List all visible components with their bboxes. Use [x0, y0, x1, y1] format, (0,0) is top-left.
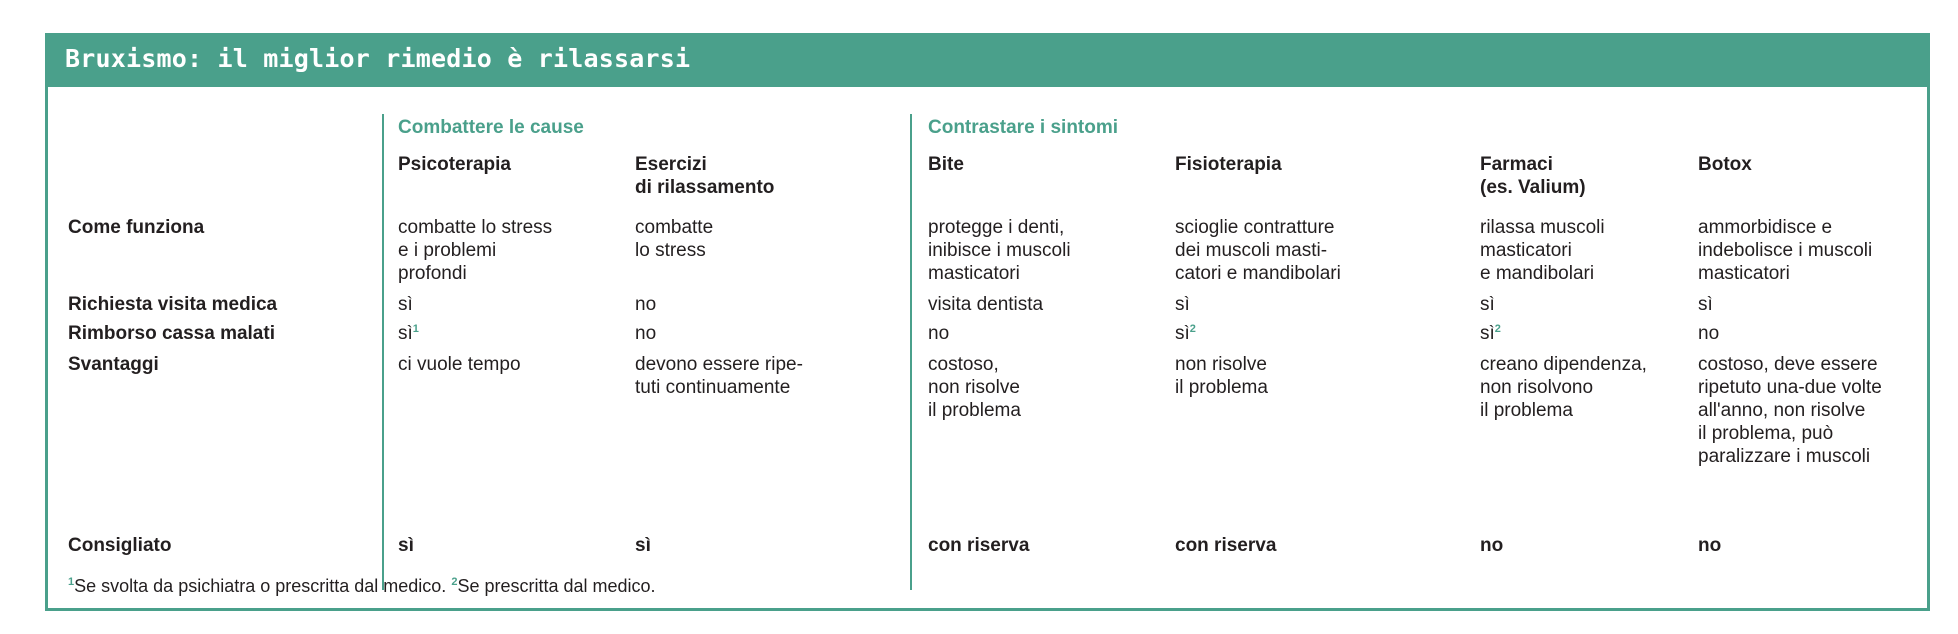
row-label-rimborso: Rimborso cassa malati [68, 323, 275, 344]
cell-richiesta-fisioterapia: sì [1175, 294, 1190, 315]
footnote-marker: 2 [1494, 323, 1501, 335]
cell-svantaggi-botox: costoso, deve essere ripetuto una-due volte all'anno, non risolve il problema, può paralizzare i muscoli [1698, 354, 1882, 467]
cell-come-funziona-psicoterapia: combatte lo stress e i problemi profondi [398, 217, 553, 284]
cell-consigliato-botox: no [1698, 535, 1722, 556]
title-bar [48, 36, 1927, 87]
footnote-marker: 1 [412, 323, 419, 335]
cell-come-funziona-bite: protegge i denti, inibisce i muscoli masticatori [928, 217, 1071, 284]
cell-consigliato-bite: con riserva [928, 535, 1030, 556]
cell-rimborso-bite: no [928, 323, 950, 344]
cell-come-funziona-farmaci: rilassa muscoli masticatori e mandibolari [1480, 217, 1605, 284]
cell-richiesta-botox: sì [1698, 294, 1713, 315]
footnote-number-1: 1 [68, 576, 75, 588]
cell-rimborso-psicoterapia: sì$^1$ [398, 323, 419, 344]
cell-rimborso-esercizi: no [635, 323, 657, 344]
group-heading-causes: Combattere le cause [398, 117, 584, 138]
column-header-psicoterapia: Psicoterapia [398, 154, 511, 175]
cell-richiesta-psicoterapia: sì [398, 294, 413, 315]
row-label-consigliato: Consigliato [68, 535, 172, 556]
column-header-bite: Bite [928, 154, 964, 175]
group-heading-symptoms: Contrastare i sintomi [928, 117, 1119, 138]
cell-svantaggi-psicoterapia: ci vuole tempo [398, 354, 521, 375]
cell-richiesta-bite: visita dentista [928, 294, 1044, 315]
cell-rimborso-fisioterapia: sì$^2$ [1175, 323, 1196, 344]
footnote-text-1: Se svolta da psichiatra o prescritta dal medico. [74, 576, 452, 596]
cell-consigliato-farmaci: no [1480, 535, 1504, 556]
cell-come-funziona-fisioterapia: scioglie contratture dei muscoli masti- catori e mandibolari [1175, 217, 1341, 284]
row-label-svantaggi: Svantaggi [68, 354, 159, 375]
row-label-come-funziona: Come funziona [68, 217, 205, 238]
separator-symptoms [910, 114, 912, 590]
cell-rimborso-botox: no [1698, 323, 1720, 344]
cell-svantaggi-bite: costoso, non risolve il problema [928, 354, 1021, 421]
cell-richiesta-esercizi: no [635, 294, 657, 315]
footnote [68, 576, 656, 597]
cell-rimborso-farmaci: sì$^2$ [1480, 323, 1501, 344]
box-title: Bruxismo: il miglior rimedio è rilassarsi [65, 44, 691, 73]
cell-richiesta-farmaci: sì [1480, 294, 1495, 315]
cell-svantaggi-esercizi: devono essere ripe- tuti continuamente [635, 354, 803, 398]
cell-come-funziona-esercizi: combatte lo stress [635, 217, 714, 261]
column-header-botox: Botox [1698, 154, 1752, 175]
separator-causes [382, 114, 384, 590]
footnote-marker: 2 [1189, 323, 1196, 335]
cell-svantaggi-farmaci: creano dipendenza, non risolvono il problema [1480, 354, 1647, 421]
cell-consigliato-fisioterapia: con riserva [1175, 535, 1277, 556]
footnote-number-2: 2 [451, 576, 458, 588]
info-box [45, 33, 1930, 611]
cell-come-funziona-botox: ammorbidisce e indebolisce i muscoli masticatori [1698, 217, 1873, 284]
footnote-text-2: Se prescritta dal medico. [457, 576, 656, 596]
column-header-fisioterapia: Fisioterapia [1175, 154, 1282, 175]
row-label-richiesta-visita: Richiesta visita medica [68, 294, 278, 315]
column-header-farmaci: Farmaci (es. Valium) [1480, 154, 1586, 198]
cell-consigliato-esercizi: sì [635, 535, 651, 556]
column-header-esercizi: Esercizi di rilassamento [635, 154, 775, 198]
cell-consigliato-psicoterapia: sì [398, 535, 414, 556]
cell-svantaggi-fisioterapia: non risolve il problema [1175, 354, 1268, 398]
